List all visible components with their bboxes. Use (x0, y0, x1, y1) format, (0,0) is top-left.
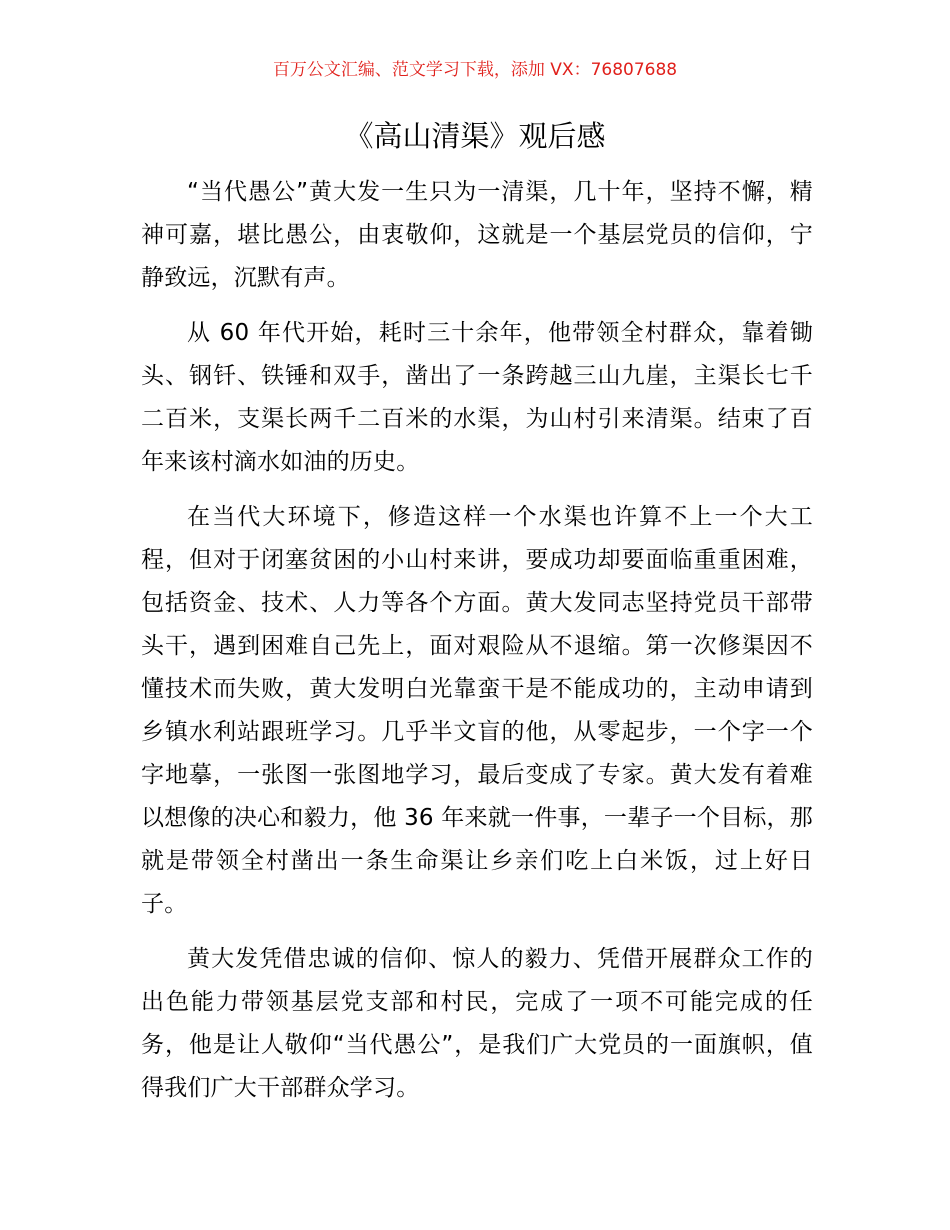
paragraph-1: “当代愚公”黄大发一生只为一清渠，几十年，坚持不懈，精神可嘉，堪比愚公，由衷敬仰，这就是一个基层党员的信仰，宁静致远，沉默有声。 (141, 179, 813, 291)
document-body (141, 171, 813, 1122)
document-title: 《高山清渠》观后感 (344, 119, 606, 153)
paragraph-3: 在当代大环境下，修造这样一个水渠也许算不上一个大工程，但对于闭塞贫困的小山村来讲，要成功却要面临重重困难，包括资金、技术、人力等各个方面。黄大发同志坚持党员干部带头干，遇到困难自己先上，面对艰险从不退缩。第一次修渠因不懂技术而失败，黄大发明白光靠蛮干是不能成功的，主动申请到乡镇水利站跟班学习。几乎半文盲的他，从零起步，一个字一个字地摹，一张图一张图地学习，最后变成了专家。黄大发有着难以想像的决心和毅力，他 36 年来就一件事，一辈子一个目标，那就是带领全村凿出一条生命渠让乡亲们吃上白米饭，过上好日子。 (141, 504, 813, 917)
header-promo-note: 百万公文汇编、范文学习下载，添加 VX：76807688 (272, 60, 678, 80)
paragraph-2: 从 60 年代开始，耗时三十余年，他带领全村群众，靠着锄头、钢钎、铁锤和双手，凿出了一条跨越三山九崖，主渠长七千二百米，支渠长两千二百米的水渠，为山村引来清渠。结束了百年来该村滴水如油的历史。 (141, 320, 813, 475)
paragraph-4: 黄大发凭借忠诚的信仰、惊人的毅力、凭借开展群众工作的出色能力带领基层党支部和村民，完成了一项不可能完成的任务，他是让人敬仰“当代愚公”，是我们广大党员的一面旗帜，值得我们广大干部群众学习。 (141, 946, 813, 1101)
